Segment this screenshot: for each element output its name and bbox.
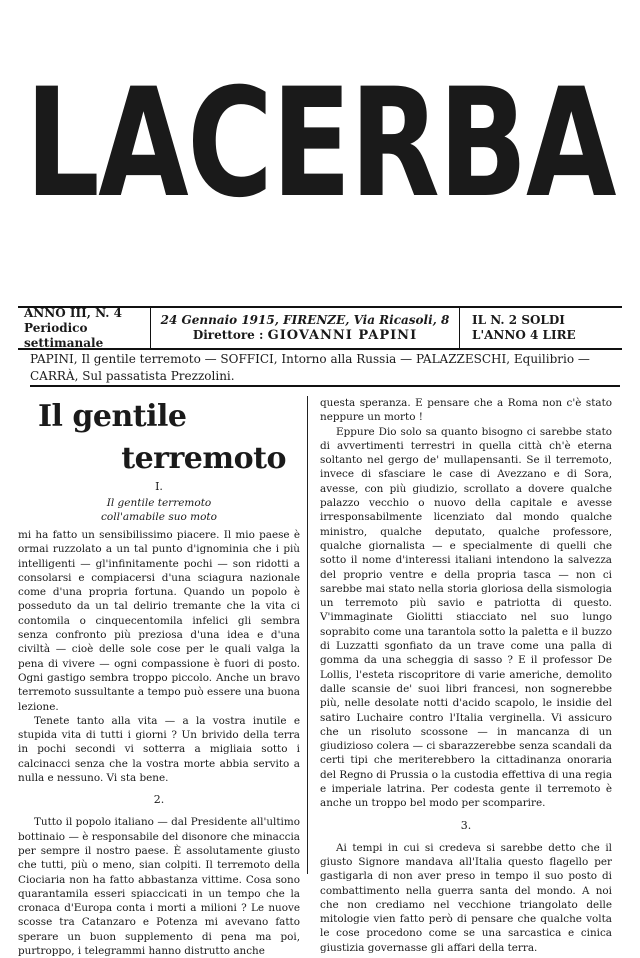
director-label: Direttore : [192,328,264,342]
right-paragraph-3: Ai tempi in cui si credeva si sarebbe detto che il giusto Signore mandava all'Italia questo flagello per gastigarla di non aver preso in tempo il suo posto di combattimento nella guerra santa del mondo. A noi che non crediamo nel vecchione triangolato delle mitologie vien fatto però di pensare che qualche volta le cose procedono come se una sarcastica e cinica giustizia governasse gli affari della terra. [320,841,612,954]
periodicity: Periodico settimanale [24,320,104,350]
price-block [460,308,622,348]
title-line-2: terremoto [121,441,286,476]
column-divider [307,396,308,874]
date-director-block [151,308,460,348]
table-of-contents: PAPINI, Il gentile terremoto — SOFFICI, Intorno alla Russia — PALAZZESCHI, Equilibrio — CARRÀ, Sul passatista Prezzolini. [30,351,620,387]
left-column [18,396,300,958]
right-column [320,396,612,955]
date-place: 24 Gennaio 1915, FIRENZE, Via Ricasoli, 8 [160,313,450,327]
info-bar [18,306,622,350]
masthead [0,78,640,210]
left-paragraph-3: Tutto il popolo italiano — dal Presidente all'ultimo bottinaio — è responsabile del disonore che minaccia per sempre il nostro paese. È assolutamente giusto che tutti, più o meno, sian colpiti. Il terremoto della Ciociaria non ha fatto abbastanza vittime. Cosa sono quarantamila esseri spiaccicati in un tempo che la cronaca d'Europa conta i morti a milioni ? Le nuove scosse tra Catanzaro e Potenza mi avevano fatto sperare un buon supplemento di pena ma poi, purtroppo, i telegrammi hanno distrutto anche [18,816,300,958]
epigraph-line-2: coll'amabile suo moto [101,511,217,523]
title-line-1: Il gentile [38,399,187,434]
right-paragraph-1: questa speranza. E pensare che a Roma non c'è stato neppure un morto ! [320,397,612,424]
section-number-2: 2. [153,793,165,807]
issue-block [18,305,151,350]
director-line [193,328,417,343]
epigraph-line-1: Il gentile terremoto [106,497,212,509]
masthead-title: LACERBA [25,78,615,210]
left-paragraph-1: mi ha fatto un sensibilissimo piacere. Il mio paese è ormai ruzzolato a un tal punto d'ignominia che i più intelligenti — gl'infinitamente pochi — son ridotti a consolarsi e compiacersi d'una sciagura nazionale come d'una propria fortuna. Quando un popolo è posseduto da un tal delirio tremante che la vita ci contomila o cinquecentomila infelici gli sembra senza confronto più preziosa d'una idea e d'una civiltà — cioè delle sole cose per le quali valga la pena di vivere — ogni compassione è fuori di posto. Ogni gastigo sembra troppo piccolo. Anche un bravo terremoto sussultante a tempo può essere una buona lezione. [18,529,300,713]
issue-number: ANNO III, N. 4 [24,305,122,320]
section-number-1: I. [155,480,163,493]
director-name: GIOVANNI PAPINI [267,328,418,343]
article-title [18,396,300,480]
right-paragraph-2: Eppure Dio solo sa quanto bisogno ci sarebbe stato di avvertimenti terrestri in quella città ch'è eterna soltanto nel gergo de' mullapensanti. Se il terremoto, invece di sfasciare le case di Avezzano e di Sora, avesse, con più giudizio, scrollato a dovere qualche palazzo vecchio o nuovo della capitale e avesse irresponsabilmente licenziato dal mondo qualche ministro, qualche deputato, qualche professore, qualche giornalista — e specialmente di quelli che sotto il nome d'interessi italiani intendono la salvezza del proprio ventre e della propria tasca — non ci sarebbe mai stato nella storia gloriosa della sismologia un terremoto più savio e patriotta di questo. V'immaginate Giolitti stiacciato nel suo lungo soprabito come una tarantola sotto la paletta e il buzzo di Luzzatti sgonfiato da un trave come una palla di gomma da una scheggia di sasso ? E il professor De Lollis, l'esteta riscopritore di varie americhe, demolito dalle scansie de' suoi libri francesi, non sognerebbe più, nelle desolate notti d'acido scapolo, le insidie del satiro Luchaire contro l'Italia verginella. Vi assicuro che un risoluto scossone — in mancanza di un giudizioso colera — ci sbarazzerebbe senza scandali da certi tipi che meriterebbero la cittadinanza onoraria del Regno di Prussia o la custodia effettiva di una regia e imperiale latrina. Per codesta gente il terremoto è anche un troppo bel modo per scomparire. [320,425,613,810]
subscription-price: L'ANNO 4 LIRE [472,328,576,342]
left-paragraph-2: Tenete tanto alla vita — a la vostra inutile e stupida vita di tutti i giorni ? Un brivido della terra in pochi secondi vi sotterra a migliaia sotto i calcinacci senza che la vostra morte abbia servito a nulla e nessuno. Vi sta bene. [18,714,300,785]
issue-price: IL N. 2 SOLDI [472,313,565,327]
section-number-3: 3. [460,818,472,832]
epigraph [18,496,300,524]
